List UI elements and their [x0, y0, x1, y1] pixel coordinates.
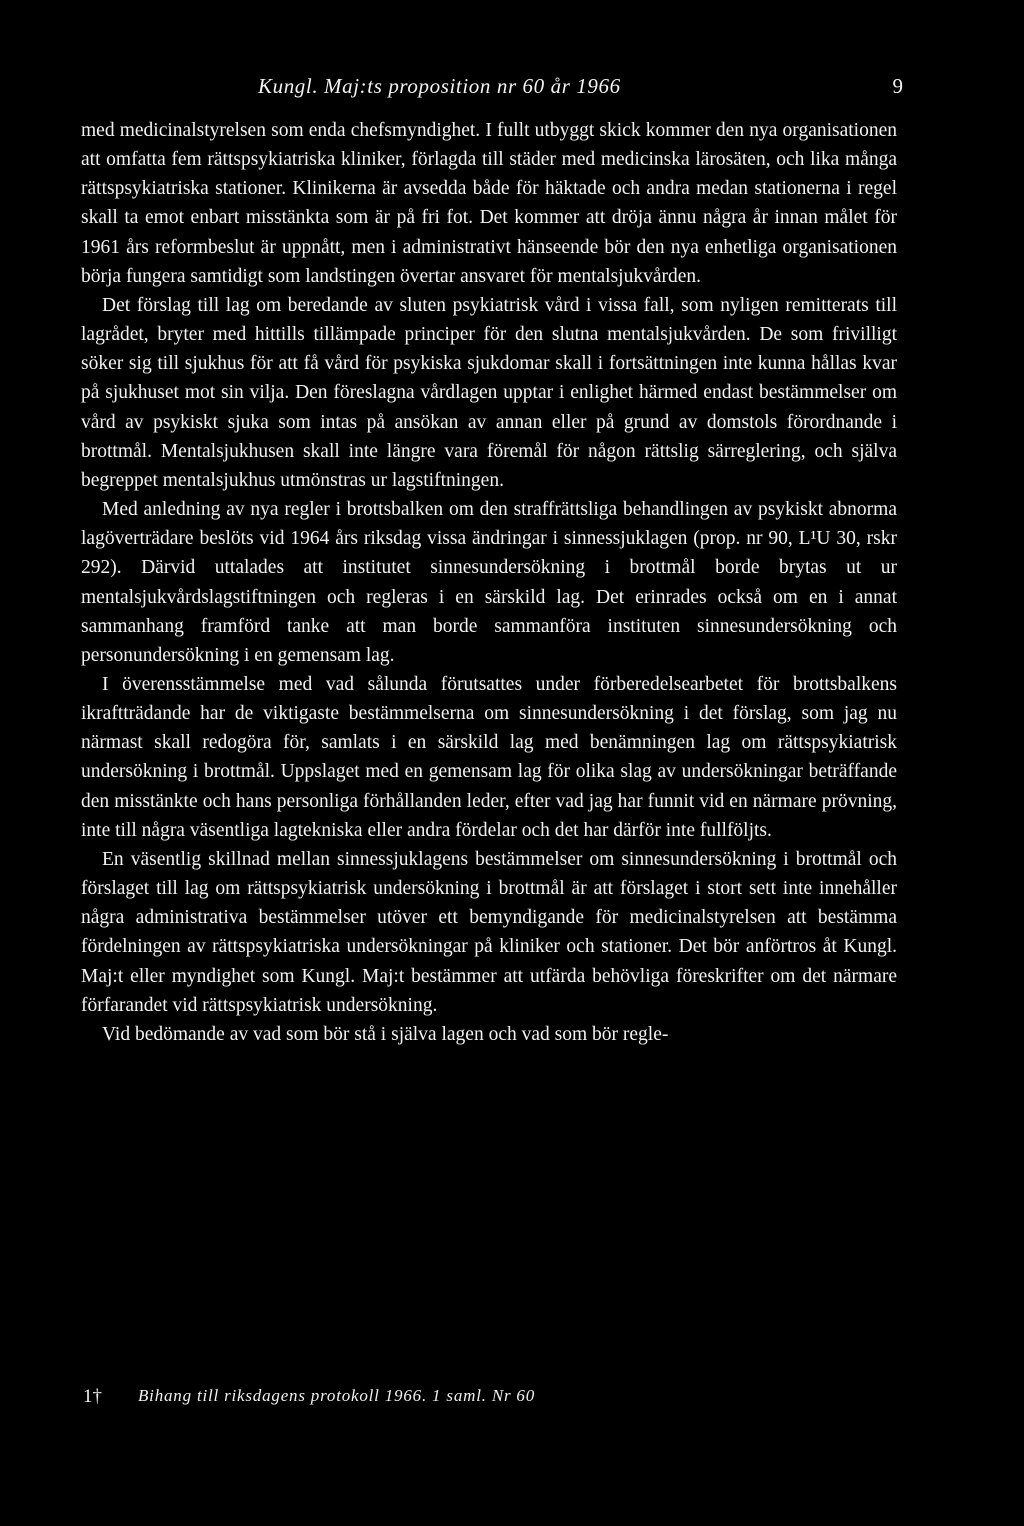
header-title: Kungl. Maj:ts proposition nr 60 år 1966 [258, 74, 621, 98]
signature-mark: 1† [83, 1386, 102, 1407]
paragraph-4: I överensstämmelse med vad sålunda förutsattes under förberedelsearbetet för brottsbalkens ikraftträdande har de viktigaste bestämmelserna om sinnesundersökning i det förslag, som jag nu närmast skall redogöra för, samlats i en särskild lag med benämningen lag om rättspsykiatrisk undersökning i brottmål. Uppslaget med en gemensam lag för olika slag av undersökningar beträffande den misstänkte och hans personliga förhållanden leder, efter vad jag har funnit vid en närmare prövning, inte till några väsentliga lagtekniska eller andra fördelar och det har därför inte fullföljts. [81, 673, 897, 841]
paragraph-1: med medicinalstyrelsen som enda chefsmyndighet. I fullt utbyggt skick kommer den nya organisationen att omfatta fem rättspsykiatriska kliniker, förlagda till städer med medicinska lärosäten, och lika många rättspsykiatriska stationer. Klinikerna är avsedda både för häktade och andra medan stationerna i regel skall ta emot enbart misstänkta som är på fri fot. Det kommer att dröja ännu några år innan målet för 1961 års reformbeslut är uppnått, men i administrativt hänseende bör den nya enhetliga organisationen börja fungera samtidigt som landstingen övertar ansvaret för mentalsjukvården. [81, 120, 897, 287]
document-page [81, 0, 903, 1526]
paragraph-6: Vid bedömande av vad som bör stå i själva lagen och vad som bör regle- [102, 1023, 669, 1045]
paragraph-3: Med anledning av nya regler i brottsbalken om den straffrättsliga behandlingen av psykiskt abnorma lagöverträdare beslöts vid 1964 års riksdag vissa ändringar i sinnessjuklagen (prop. nr 90, L¹U 30, rskr 292). Därvid uttalades att institutet sinnesundersökning i brottmål borde brytas ut ur mentalsjukvårdslagstiftningen och regleras i en särskild lag. Det erinrades också om en i annat sammanhang framförd tanke att man borde sammanföra instituten sinnesundersökning och personundersökning i en gemensam lag. [81, 499, 897, 666]
page-number: 9 [892, 74, 903, 98]
body-text [81, 116, 897, 1049]
footer [81, 1386, 897, 1412]
running-header [81, 74, 903, 104]
paragraph-2: Det förslag till lag om beredande av sluten psykiatrisk vård i vissa fall, som nyligen remitterats till lagrådet, bryter med hittills tillämpade principer för den slutna mentalsjukvården. De som frivilligt söker sig till sjukhus för att få vård för psykiska sjukdomar skall i fortsättningen inte kunna hållas kvar på sjukhuset mot sin vilja. Den föreslagna vårdlagen upptar i enlighet härmed endast bestämmelser om vård av psykiskt sjuka som intas på ansökan av annan eller på grund av domstols förordnande i brottmål. Mentalsjukhusen skall inte längre vara föremål för någon rättslig särreglering, och själva begreppet mentalsjukhus utmönstras ur lagstiftningen. [81, 294, 897, 491]
footer-citation: Bihang till riksdagens protokoll 1966. 1 saml. Nr 60 [138, 1386, 536, 1405]
paragraph-5: En väsentlig skillnad mellan sinnessjuklagens bestämmelser om sinnesundersökning i brottmål och förslaget till lag om rättspsykiatrisk undersökning i brottmål är att förslaget i stort sett inte innehåller några administrativa bestämmelser utöver ett bemyndigande för medicinalstyrelsen att bestämma fördelningen av rättspsykiatriska undersökningar på kliniker och stationer. Det bör anförtros åt Kungl. Maj:t eller myndighet som Kungl. Maj:t bestämmer att utfärda behövliga föreskrifter om det närmare förfarandet vid rättspsykiatrisk undersökning. [81, 848, 897, 1016]
